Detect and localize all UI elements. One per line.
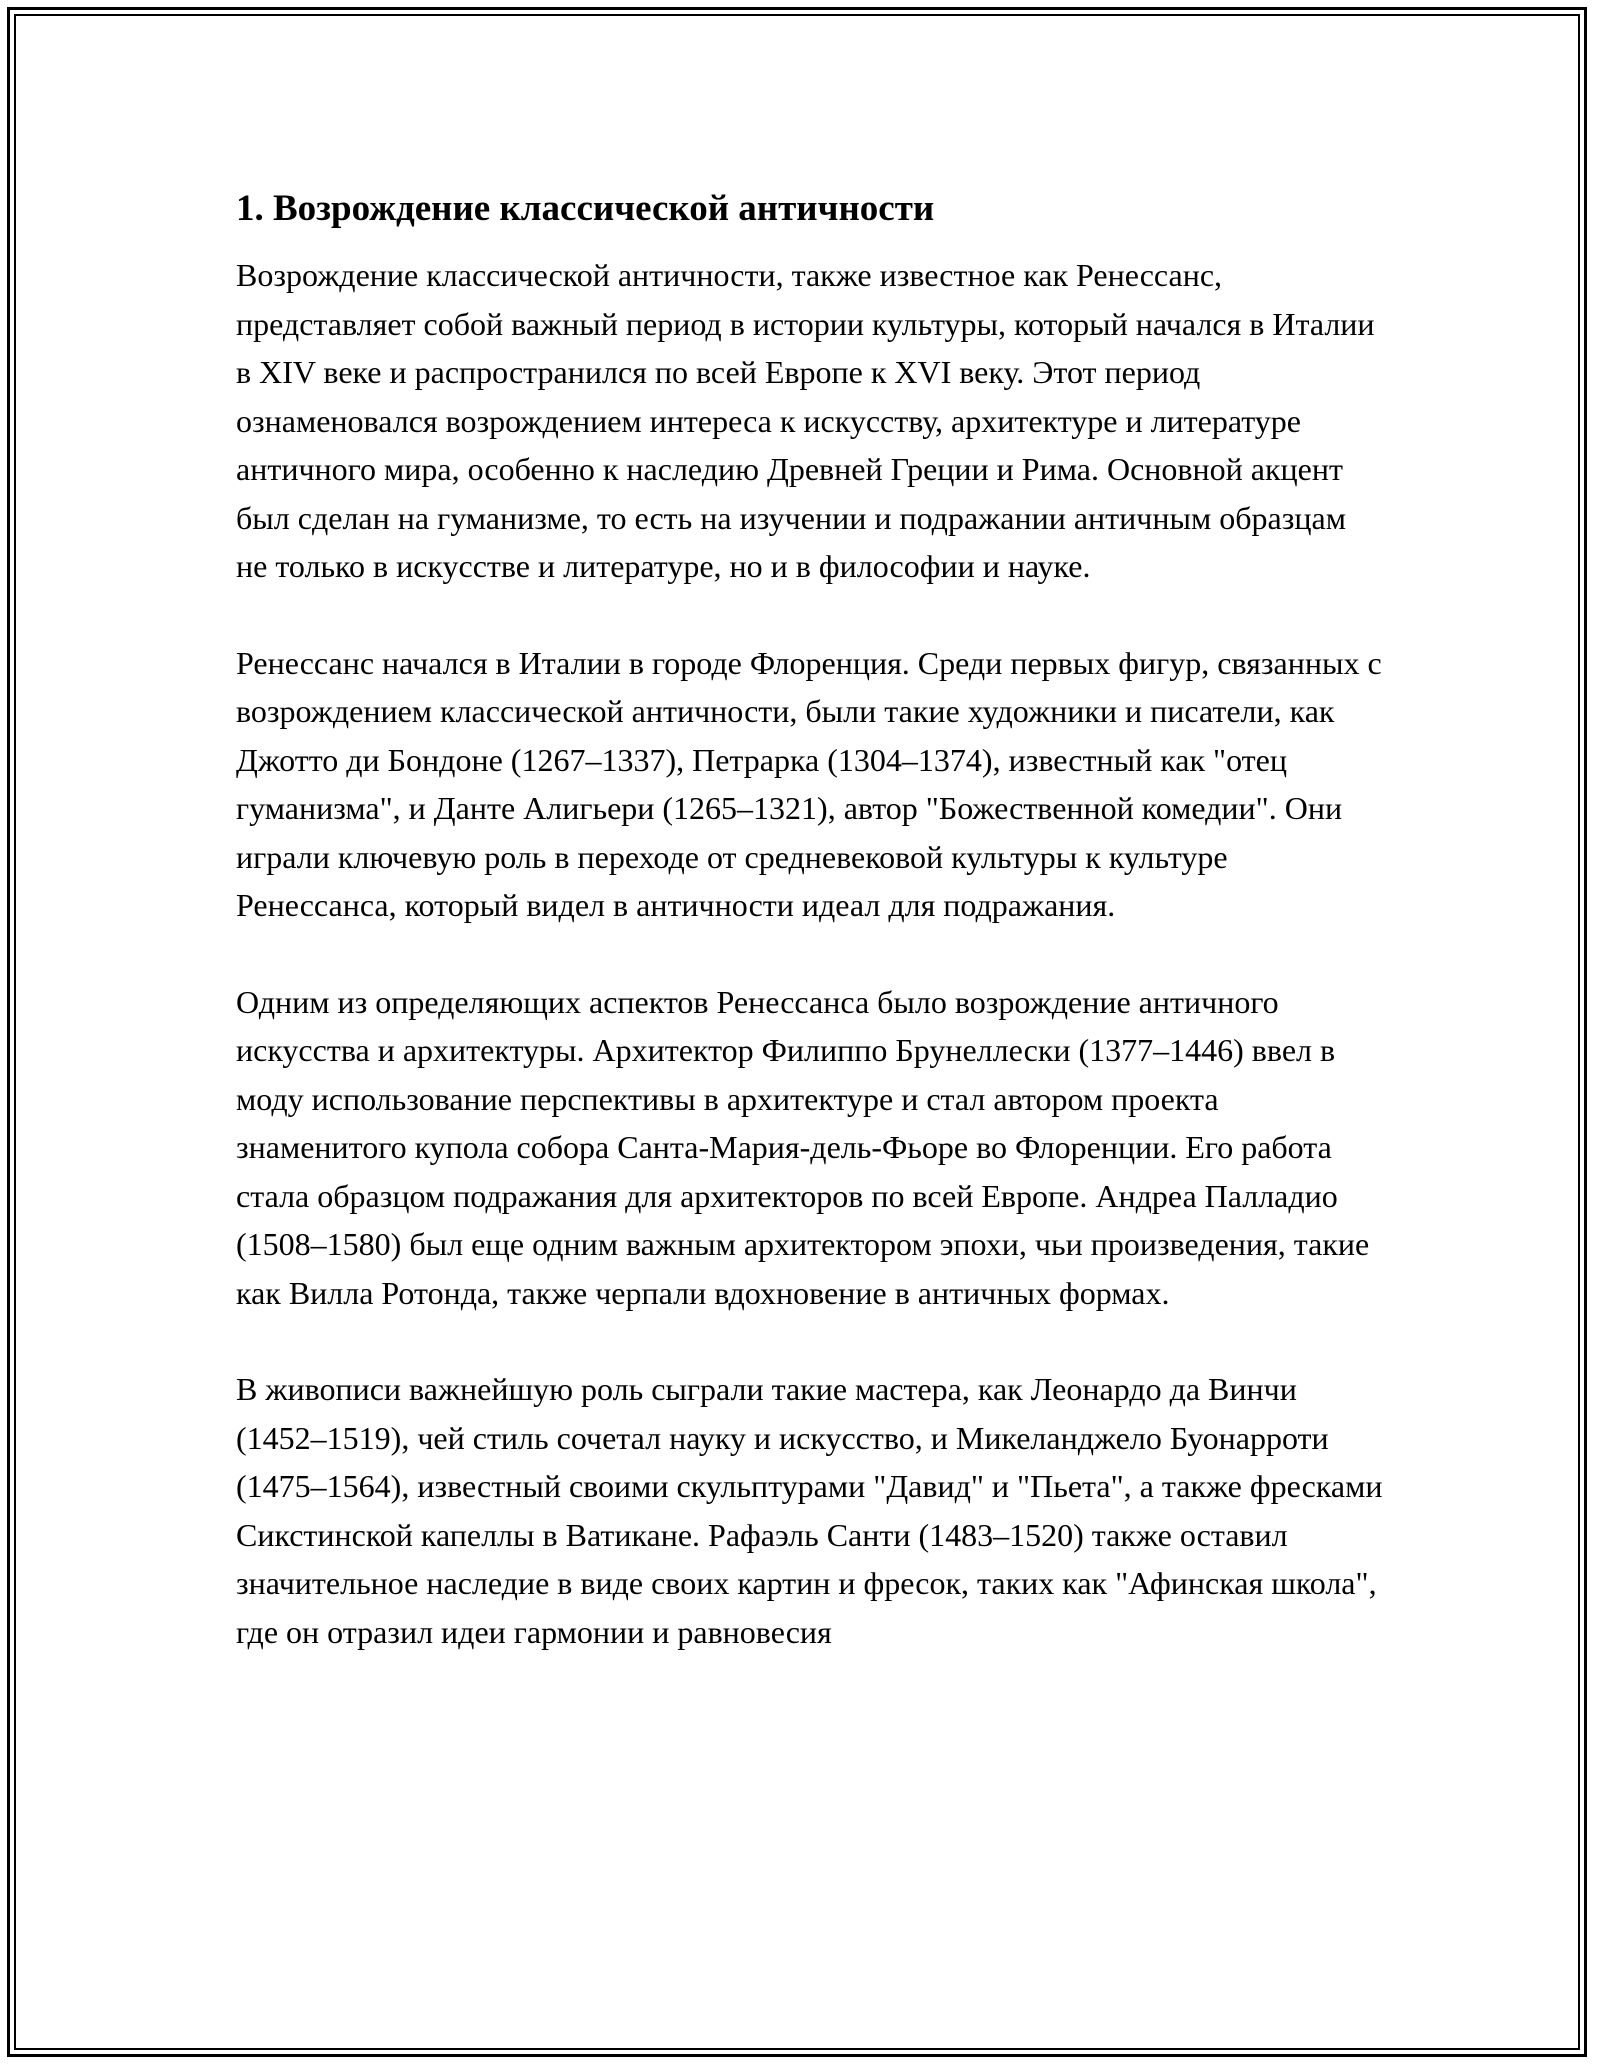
document-body [236,185,1384,1704]
paragraph-4: В живописи важнейшую роль сыграли такие мастера, как Леонардо да Винчи (1452–1519), чей стиль сочетал науку и искусство, и Микеланджело Буонарроти (1475–1564), известный своими скульптурами "Давид" и "Пьета", а также фресками Сикстинской капеллы в Ватикане. Рафаэль Санти (1483–1520) также оставил значительное наследие в виде своих картин и фресок, таких как "Афинская школа", где он отразил идеи гармонии и равновесия [236,1371,1383,1650]
paragraph-2: Ренессанс начался в Италии в городе Флоренция. Среди первых фигур, связанных с возрождением классической античности, были такие художники и писатели, как Джотто ди Бондоне (1267–1337), Петрарка (1304–1374), известный как "отец гуманизма", и Данте Алигьери (1265–1321), автор "Божественной комедии". Они играли ключевую роль в переходе от средневековой культуры к культуре Ренессанса, который видел в античности идеал для подражания. [236,644,1382,923]
section-heading: 1. Возрождение классической античности [236,188,935,229]
paragraph-3: Одним из определяющих аспектов Ренессанса было возрождение античного искусства и архитектуры. Архитектор Филиппо Брунеллески (1377–1446) ввел в моду использование перспективы в архитектуре и стал автором проекта знаменитого купола собора Санта-Мария-дель-Фьоре во Флоренции. Его работа стала образцом подражания для архитекторов по всей Европе. Андреа Палладио (1508–1580) был еще одним важным архитектором эпохи, чьи произведения, такие как Вилла Ротонда, также черпали вдохновение в античных формах. [236,983,1370,1311]
paragraph-1: Возрождение классической античности, также известное как Ренессанс, представляет собой важный период в истории культуры, который начался в Италии в XIV веке и распространился по всей Европе к XVI веку. Этот период ознаменовался возрождением интереса к искусству, архитектуре и литературе античного мира, особенно к наследию Древней Греции и Рима. Основной акцент был сделан на гуманизме, то есть на изучении и подражании античным образцам не только в искусстве и литературе, но и в философии и науке. [236,257,1375,584]
